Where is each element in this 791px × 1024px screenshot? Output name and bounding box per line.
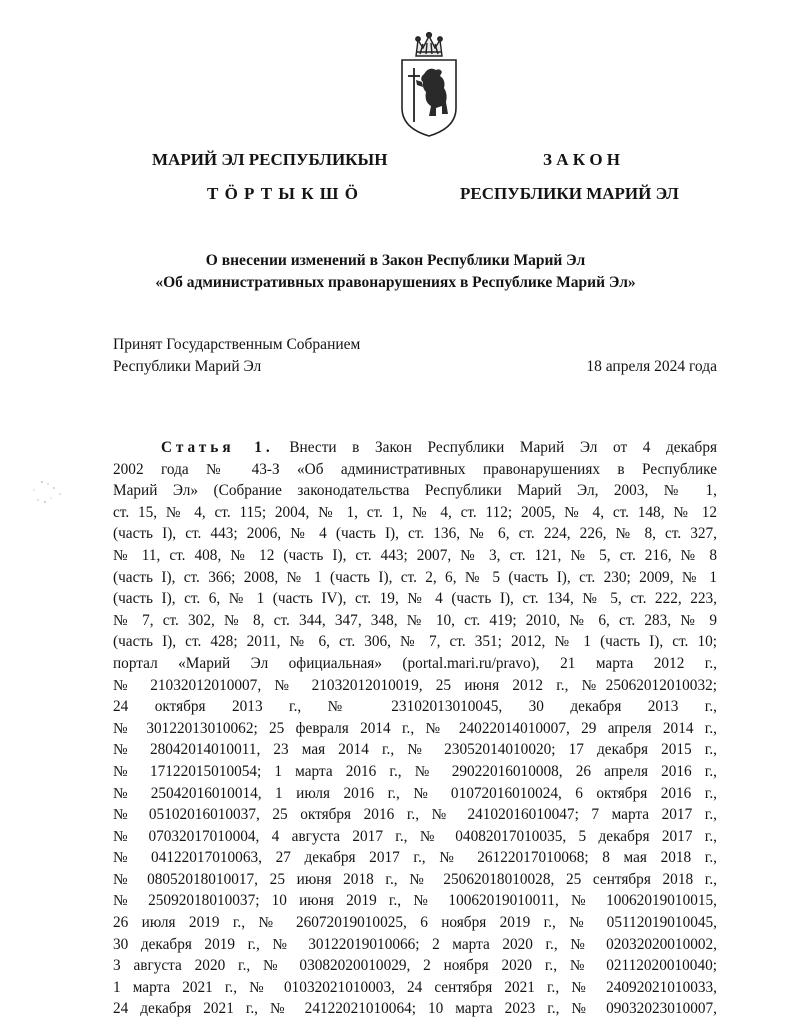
header-law: З А К О Н: [543, 150, 621, 169]
article-line: (часть I), ст. 428; 2011, № 6, ст. 306, № 7, ст. 351; 2012, № 1 (часть I), ст. 10;: [113, 633, 717, 651]
adoption-body-line1: Принят Государственным Собранием: [113, 336, 361, 353]
article-1: [113, 437, 717, 1020]
article-line: (часть I), ст. 6, № 1 (часть IV), ст. 19, № 4 (часть I), ст. 134, № 5, ст. 222, 223,: [113, 590, 717, 608]
law-title-line1: О внесении изменений в Закон Республики Марий Эл: [205, 252, 586, 269]
article-line: № 04122017010063, 27 декабря 2017 г., № 26122017010068; 8 мая 2018 г.,: [113, 849, 717, 867]
article-line: № 21032012010007, № 21032012010019, 25 июня 2012 г., №25062012010032;: [113, 676, 717, 694]
article-line: 24 октября 2013 г., № 23102013010045, 30 декабря 2013 г.,: [113, 698, 717, 716]
article-line: № 08052018010017, 25 июня 2018 г., № 25062018010028, 25 сентября 2018 г.,: [113, 870, 717, 888]
article-line: № 05102016010037, 25 октября 2016 г., № 24102016010047; 7 марта 2017 г.,: [113, 806, 717, 824]
coat-of-arms-emblem: [396, 30, 462, 140]
article-label: Статья 1.: [161, 439, 274, 456]
article-line: Марий Эл» (Собрание законодательства Республики Марий Эл, 2003, № 1,: [113, 482, 717, 500]
article-line: № 25042016010014, 1 июля 2016 г., № 01072016010024, 6 октября 2016 г.,: [113, 784, 717, 802]
article-line: 26 июля 2019 г., № 26072019010025, 6 ноября 2019 г., № 05112019010045,: [113, 914, 717, 932]
article-line: 30 декабря 2019 г., № 30122019010066; 2 марта 2020 г., № 02032020010002,: [113, 935, 717, 953]
header-mari-law: Т Ö Р Т Ы К Ш Ö: [207, 184, 359, 203]
article-line: портал «Марий Эл официальная» (portal.mari.ru/pravo), 21 марта 2012 г.,: [113, 654, 717, 672]
law-title-line2: «Об административных правонарушениях в Республике Марий Эл»: [155, 274, 636, 291]
scan-artifacts: [20, 470, 80, 830]
article-line: № 30122013010062; 25 февраля 2014 г., № 24022014010007, 29 апреля 2014 г.,: [113, 719, 717, 737]
article-line: № 17122015010054; 1 марта 2016 г., № 29022016010008, 26 апреля 2016 г.,: [113, 762, 717, 780]
mari-el-coat-of-arms-icon: [396, 30, 462, 140]
article-line: 3 августа 2020 г., № 03082020010029, 2 ноября 2020 г., № 02112020010040;: [113, 957, 717, 975]
article-line: № 25092018010037; 10 июня 2019 г., № 10062019010011, № 10062019010015,: [113, 892, 717, 910]
article-line: (часть I), ст. 443; 2006, № 4 (часть I), ст. 136, № 6, ст. 224, 226, № 8, ст. 327,: [113, 525, 717, 543]
article-line: № 11, ст. 408, № 12 (часть I), ст. 443; 2007, № 3, ст. 121, № 5, ст. 216, № 8: [113, 546, 717, 564]
article-line: № 28042014010011, 23 мая 2014 г., № 23052014010020; 17 декабря 2015 г.,: [113, 741, 717, 759]
article-line: Статья 1. Внести в Закон Республики Марий Эл от 4 декабря: [161, 439, 717, 456]
article-line: № 07032017010004, 4 августа 2017 г., № 04082017010035, 5 декабря 2017 г.,: [113, 827, 717, 845]
article-line: 1 марта 2021 г., № 01032021010003, 24 сентября 2021 г., № 24092021010033,: [113, 978, 717, 996]
adoption-date: 18 апреля 2024 года: [586, 358, 717, 375]
article-line: № 7, ст. 302, № 8, ст. 344, 347, 348, № 10, ст. 419; 2010, № 6, ст. 283, № 9: [113, 611, 717, 629]
article-line: (часть I), ст. 366; 2008, № 1 (часть I), ст. 2, 6, № 5 (часть I), ст. 230; 2009, № 1: [113, 568, 717, 586]
article-line: ст. 15, № 4, ст. 115; 2004, № 1, ст. 1, № 4, ст. 112; 2005, № 4, ст. 148, № 12: [113, 503, 717, 521]
header-republic: РЕСПУБЛИКИ МАРИЙ ЭЛ: [460, 184, 679, 203]
article-line: 24 декабря 2021 г., № 24122021010064; 10 марта 2023 г., № 09032023010007,: [113, 1000, 717, 1018]
article-line: 2002 года № 43-З «Об административных правонарушениях в Республике: [113, 460, 717, 478]
adoption-body-line2: Республики Марий Эл: [113, 358, 262, 375]
header-mari-republic: МАРИЙ ЭЛ РЕСПУБЛИКЫН: [152, 150, 388, 169]
